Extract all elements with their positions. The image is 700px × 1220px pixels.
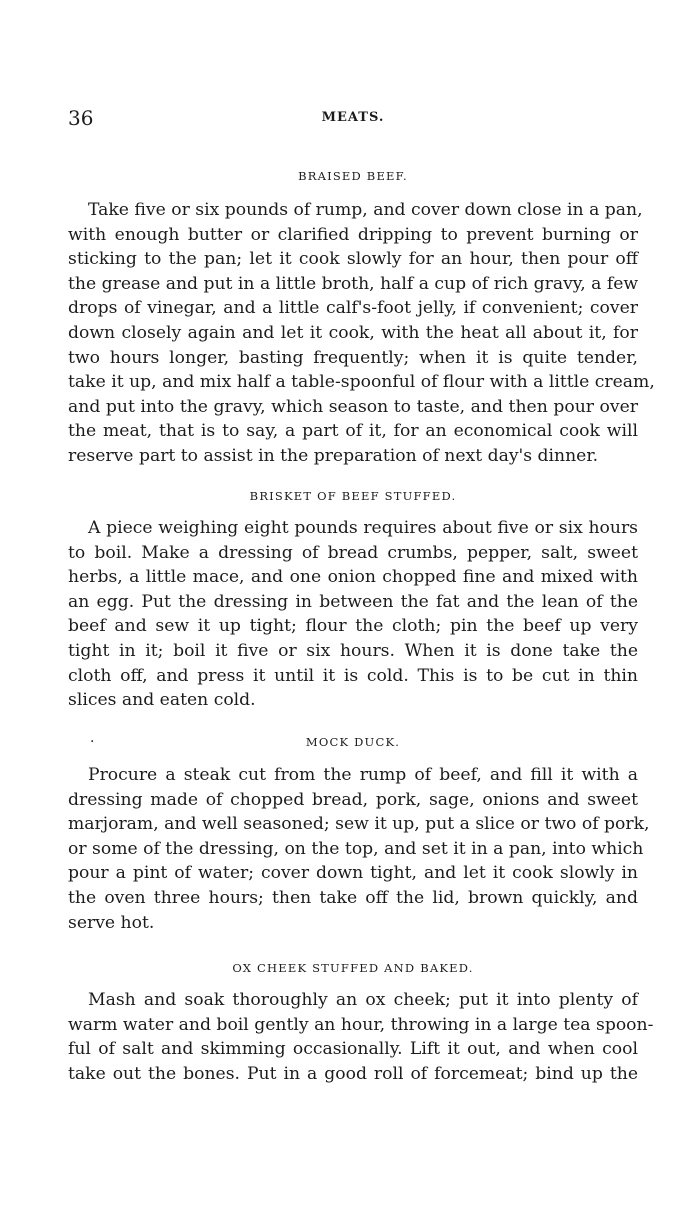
recipe-text-mock-duck [68, 763, 650, 935]
text-line: reserve part to assist in the preparation of next day's dinner. [68, 445, 599, 466]
text-line: cloth off, and press it until it is cold. This is to be cut in thin [68, 665, 638, 686]
text-line: Mash and soak thoroughly an ox cheek; put it into plenty of [88, 990, 638, 1010]
section-title-brisket-of-beef-stuffed: BRISKET OF BEEF STUFFED. [249, 489, 457, 503]
text-line: drops of vinegar, and a little calf's-foot jelly, if convenient; cover [68, 298, 638, 319]
text-line: an egg. Put the dressing in between the fat and the lean of the [68, 591, 638, 612]
text-line: or some of the dressing, on the top, and set it in a pan, into which [68, 838, 644, 859]
text-line: slices and eaten cold. [68, 690, 256, 711]
section-title-braised-beef: BRAISED BEEF. [298, 169, 408, 183]
text-line: warm water and boil gently an hour, throwing in a large tea spoon- [68, 1014, 654, 1035]
text-line: Procure a steak cut from the rump of beef, and fill it with a [88, 765, 638, 785]
text-line: herbs, a little mace, and one onion chopped fine and mixed with [68, 567, 638, 588]
text-line: the grease and put in a little broth, half a cup of rich gravy, a few [68, 273, 639, 294]
text-line: with enough butter or clarified dripping to prevent burning or [68, 224, 638, 245]
text-line: down closely again and let it cook, with the heat all about it, for [68, 322, 638, 343]
recipe-text-braised-beef [68, 198, 655, 469]
text-line: tight in it; boil it five or six hours. When it is done take the [68, 640, 638, 661]
text-line: two hours longer, basting frequently; when it is quite tender, [68, 347, 638, 368]
text-line: pour a pint of water; cover down tight, and let it cook slowly in [68, 863, 638, 884]
recipe-text-ox-cheek-stuffed-and-baked [68, 988, 654, 1086]
section-title-mock-duck: MOCK DUCK. [305, 735, 401, 749]
text-line: the oven three hours; then take off the lid, brown quickly, and [68, 887, 638, 908]
text-line: ful of salt and skimming occasionally. Lift it out, and when cool [68, 1039, 638, 1060]
text-line: A piece weighing eight pounds requires about five or six hours [88, 518, 638, 538]
text-line: to boil. Make a dressing of bread crumbs, pepper, salt, sweet [68, 542, 638, 563]
text-line: dressing made of chopped bread, pork, sage, onions and sweet [68, 789, 638, 810]
text-line: marjoram, and well seasoned; sew it up, put a slice or two of pork, [68, 814, 650, 835]
text-line: serve hot. [68, 912, 155, 933]
text-line: the meat, that is to say, a part of it, for an economical cook will [68, 421, 638, 442]
text-line: sticking to the pan; let it cook slowly for an hour, then pour off [68, 249, 638, 270]
text-line: take it up, and mix half a table-spoonful of flour with a little cream, [68, 372, 655, 393]
print-speck: · [90, 734, 95, 750]
running-head [68, 106, 638, 130]
section-title-ox-cheek-stuffed-and-baked: OX CHEEK STUFFED AND BAKED. [232, 961, 474, 975]
page-number: 36 [68, 106, 94, 130]
text-line: Take five or six pounds of rump, and cover down close in a pan, [88, 200, 643, 220]
running-title: MEATS. [321, 110, 385, 125]
text-line: beef and sew it up tight; flour the cloth; pin the beef up very [68, 616, 638, 637]
text-line: and put into the gravy, which season to taste, and then pour over [68, 396, 638, 417]
text-line: take out the bones. Put in a good roll of forcemeat; bind up the [68, 1063, 638, 1084]
recipe-text-brisket-of-beef-stuffed [68, 516, 638, 713]
